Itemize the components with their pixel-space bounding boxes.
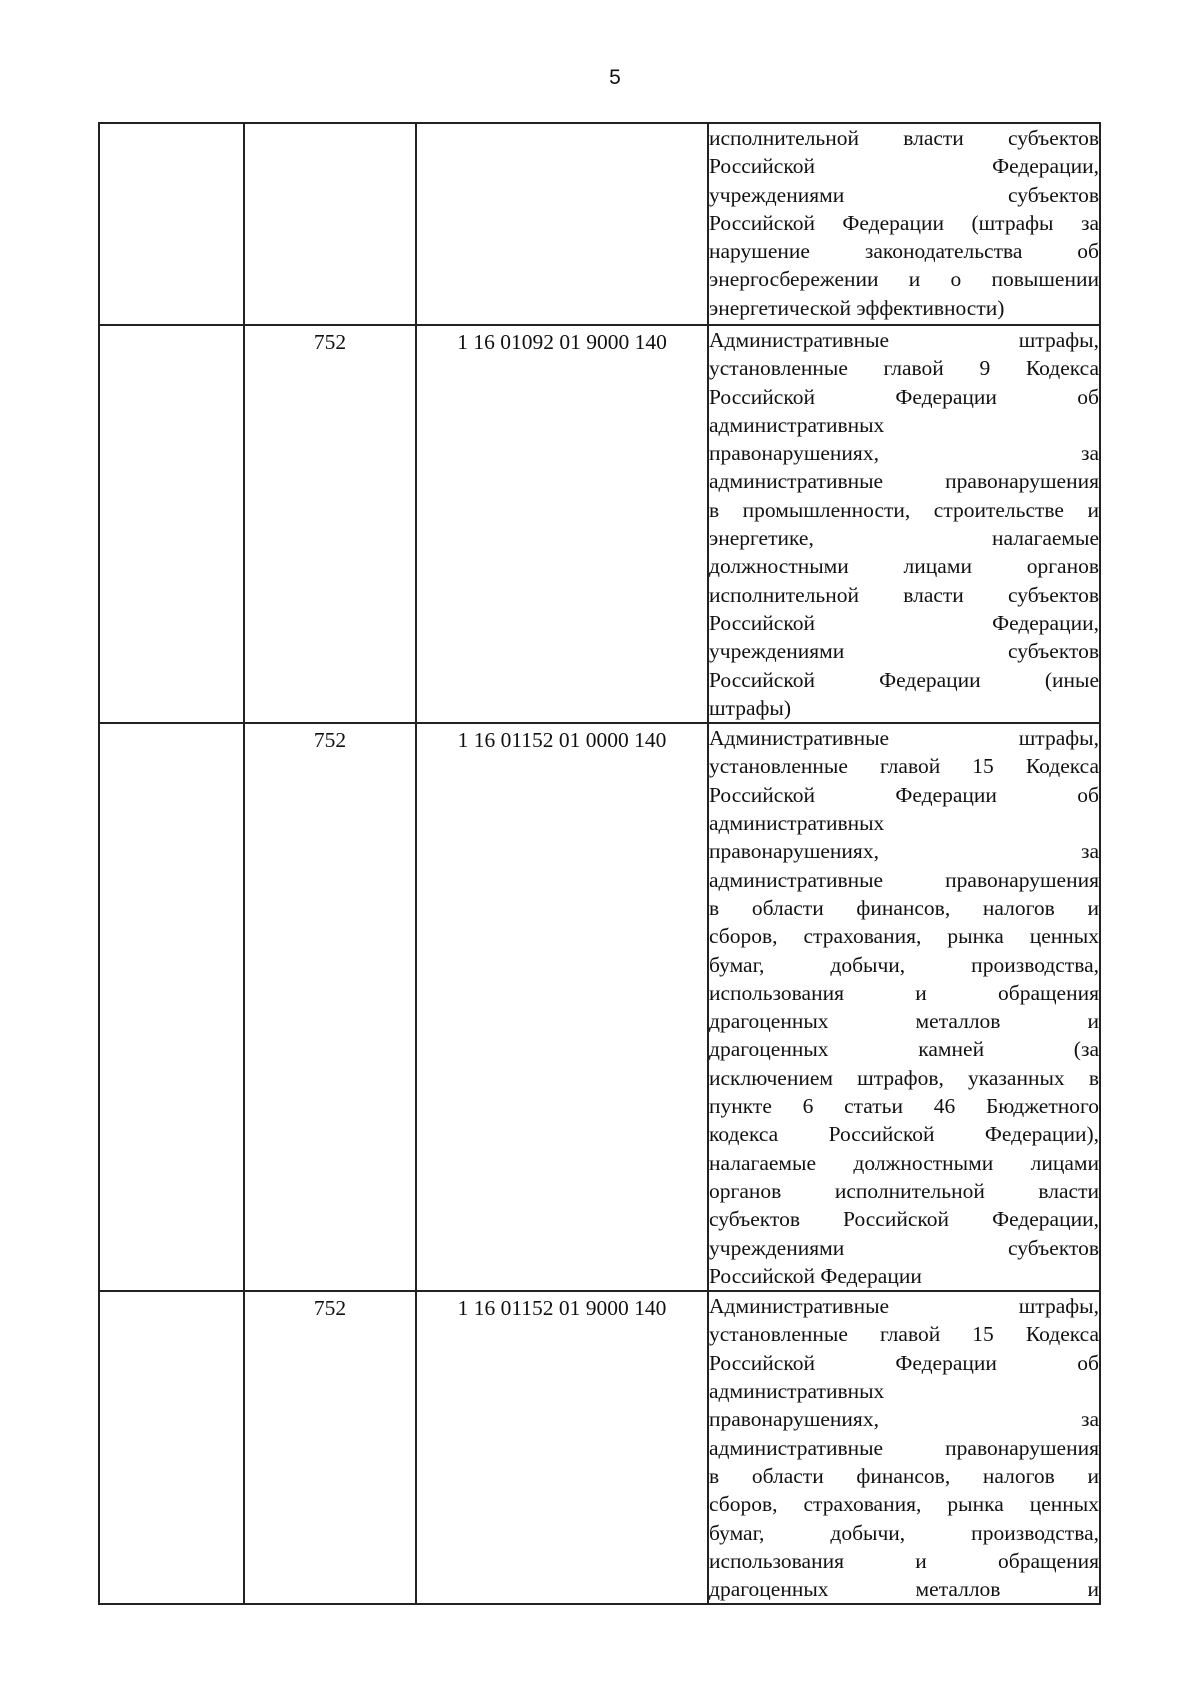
description-line: Российской Федерации (штрафы за — [709, 210, 1099, 235]
admin-code-cell — [244, 723, 416, 1291]
description-line: органов исполнительной власти — [709, 1178, 1099, 1203]
description-line: Административные штрафы, — [709, 1294, 1099, 1319]
description-line: пункте 6 статьи 46 Бюджетного — [709, 1094, 1099, 1119]
description-line: бумаг, добычи, производства, — [709, 1520, 1099, 1545]
description-line: кодекса Российской Федерации), — [709, 1122, 1099, 1147]
description-line: административные правонарушения — [709, 867, 1099, 892]
description-line: установленные главой 15 Кодекса — [709, 754, 1099, 779]
description-line: энергосбережении и о повышении — [709, 267, 1099, 292]
description-line: исполнительной власти субъектов — [709, 582, 1099, 607]
description-line: использования и обращения — [709, 1548, 1099, 1573]
description-line: использования и обращения — [709, 980, 1099, 1005]
description-line: Российской Федерации об — [709, 384, 1099, 409]
row-number-cell — [99, 723, 244, 1291]
description-line: административных — [709, 811, 885, 836]
table-row — [99, 1291, 1100, 1604]
table-row — [99, 325, 1100, 723]
description-line: установленные главой 9 Кодекса — [709, 356, 1099, 381]
description-line: исполнительной власти субъектов — [709, 126, 1099, 150]
description-cell — [708, 325, 1100, 723]
admin-code-cell — [244, 1291, 416, 1604]
kbk-cell — [416, 1291, 708, 1604]
description-line: драгоценных металлов и — [709, 1577, 1099, 1602]
admin-code-cell — [244, 123, 416, 325]
description-line: должностными лицами органов — [709, 554, 1099, 579]
description-line: административные правонарушения — [709, 1435, 1099, 1460]
admin-code: 752 — [313, 330, 347, 354]
row-number-cell — [99, 1291, 244, 1604]
description-line: Российской Федерации, — [709, 154, 1099, 179]
kbk-code: 1 16 01092 01 9000 140 — [457, 330, 667, 354]
admin-code: 752 — [313, 1296, 347, 1321]
description-line: административных — [709, 412, 885, 437]
admin-code — [245, 124, 415, 126]
kbk-code: 1 16 01152 01 0000 140 — [457, 728, 667, 753]
description-line: драгоценных камней (за — [709, 1037, 1099, 1062]
description-line: исключением штрафов, указанных в — [709, 1065, 1099, 1090]
description-line: в промышленности, строительстве и — [709, 497, 1099, 522]
description-line: в области финансов, налогов и — [709, 895, 1099, 920]
description-line: бумаг, добычи, производства, — [709, 952, 1099, 977]
description-line: Российской Федерации (иные — [709, 667, 1099, 692]
description-line: правонарушениях, за — [709, 1407, 1099, 1432]
description-line: учреждениями субъектов — [709, 639, 1099, 664]
budget-codes-table — [98, 122, 1101, 1605]
kbk-cell — [416, 723, 708, 1291]
description-line: энергетической эффективности) — [709, 295, 1005, 320]
description-line: правонарушениях, за — [709, 839, 1099, 864]
admin-code-cell — [244, 325, 416, 723]
description-line: энергетике, налагаемые — [709, 526, 1099, 551]
table-row — [99, 123, 1100, 325]
description-line: Российской Федерации об — [709, 782, 1099, 807]
description-cell — [708, 1291, 1100, 1604]
description-line: субъектов Российской Федерации, — [709, 1207, 1099, 1232]
description-line: Административные штрафы, — [709, 726, 1099, 751]
description-cell — [708, 123, 1100, 325]
table-row — [99, 723, 1100, 1291]
description-line: Российской Федерации — [709, 1263, 922, 1288]
description-line: Административные штрафы, — [709, 328, 1099, 352]
description-line: сборов, страхования, рынка ценных — [709, 1492, 1099, 1517]
description-line: в области финансов, налогов и — [709, 1463, 1099, 1488]
description-cell — [708, 723, 1100, 1291]
kbk-cell — [416, 123, 708, 325]
row-number-cell — [99, 123, 244, 325]
description-line: учреждениями субъектов — [709, 1235, 1099, 1260]
description-line: установленные главой 15 Кодекса — [709, 1322, 1099, 1347]
admin-code: 752 — [313, 728, 347, 753]
kbk-code — [417, 124, 707, 126]
description-line: драгоценных металлов и — [709, 1009, 1099, 1034]
description-line: штрафы) — [709, 695, 792, 720]
description-line: нарушение законодательства об — [709, 239, 1099, 264]
description-line: Российской Федерации, — [709, 610, 1099, 635]
description-line: сборов, страхования, рынка ценных — [709, 924, 1099, 949]
description-line: Российской Федерации об — [709, 1350, 1099, 1375]
description-line: учреждениями субъектов — [709, 182, 1099, 207]
page-number: 5 — [609, 66, 621, 89]
description-line: налагаемые должностными лицами — [709, 1150, 1099, 1175]
kbk-code: 1 16 01152 01 9000 140 — [457, 1296, 667, 1321]
row-number-cell — [99, 325, 244, 723]
description-line: административных — [709, 1379, 885, 1404]
description-line: правонарушениях, за — [709, 441, 1099, 466]
description-line: административные правонарушения — [709, 469, 1099, 494]
kbk-cell — [416, 325, 708, 723]
